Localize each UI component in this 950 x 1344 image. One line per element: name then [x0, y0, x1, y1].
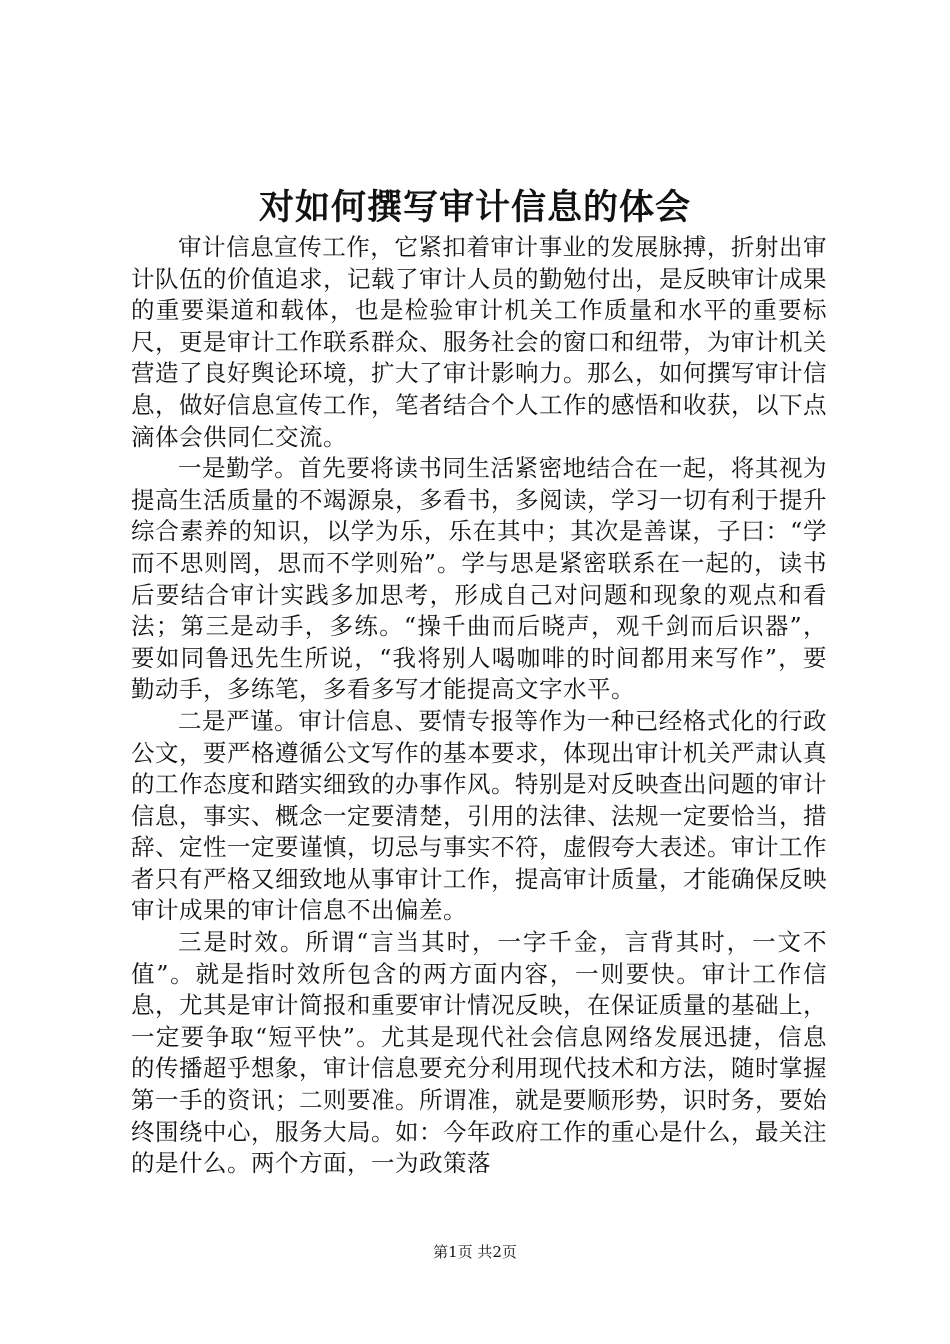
paragraph-timeliness: 三是时效。所谓“言当其时，一字千金，言背其时，一文不值”。就是指时效所包含的两方面内容，一则要快。审计工作信息，尤其是审计简报和重要审计情况反映，在保证质量的基础上，一定要争取“短平快”。尤其是现代社会信息网络发展迅捷，信息的传播超乎想象，审计信息要充分利用现代技术和方法，随时掌握第一手的资讯；二则要准。所谓准，就是要顺形势，识时务，要始终围绕中心，服务大局。如：今年政府工作的重心是什么，最关注的是什么。两个方面，一为政策落	[131, 928, 827, 1178]
document-title: 对如何撰写审计信息的体会	[258, 187, 691, 228]
page-footer: 第1页 共2页	[433, 1243, 517, 1261]
paragraph-diligent-study: 一是勤学。首先要将读书同生活紧密地结合在一起，将其视为提高生活质量的不竭源泉，多看书，多阅读，学习一切有利于提升综合素养的知识，以学为乐，乐在其中；其次是善谋，子曰：“学而不思则罔，思而不学则殆”。学与思是紧密联系在一起的，读书后要结合审计实践多加思考，形成自己对问题和现象的观点和看法；第三是动手，多练。“操千曲而后晓声，观千剑而后识器”，要如同鲁迅先生所说，“我将别人喝咖啡的时间都用来写作”，要勤动手，多练笔，多看多写才能提高文字水平。	[131, 454, 827, 704]
paragraph-intro: 审计信息宣传工作，它紧扣着审计事业的发展脉搏，折射出审计队伍的价值追求，记载了审计人员的勤勉付出，是反映审计成果的重要渠道和载体，也是检验审计机关工作质量和水平的重要标尺，更是审计工作联系群众、服务社会的窗口和纽带，为审计机关营造了良好舆论环境，扩大了审计影响力。那么，如何撰写审计信息，做好信息宣传工作，笔者结合个人工作的感悟和收获，以下点滴体会供同仁交流。	[131, 233, 827, 451]
paragraph-rigor: 二是严谨。审计信息、要情专报等作为一种已经格式化的行政公文，要严格遵循公文写作的基本要求，体现出审计机关严肃认真的工作态度和踏实细致的办事作风。特别是对反映查出问题的审计信息，事实、概念一定要清楚，引用的法律、法规一定要恰当，措辞、定性一定要谨慎，切忌与事实不符，虚假夸大表述。审计工作者只有严格又细致地从事审计工作，提高审计质量，才能确保反映审计成果的审计信息不出偏差。	[131, 706, 827, 925]
document-body	[131, 232, 827, 1180]
